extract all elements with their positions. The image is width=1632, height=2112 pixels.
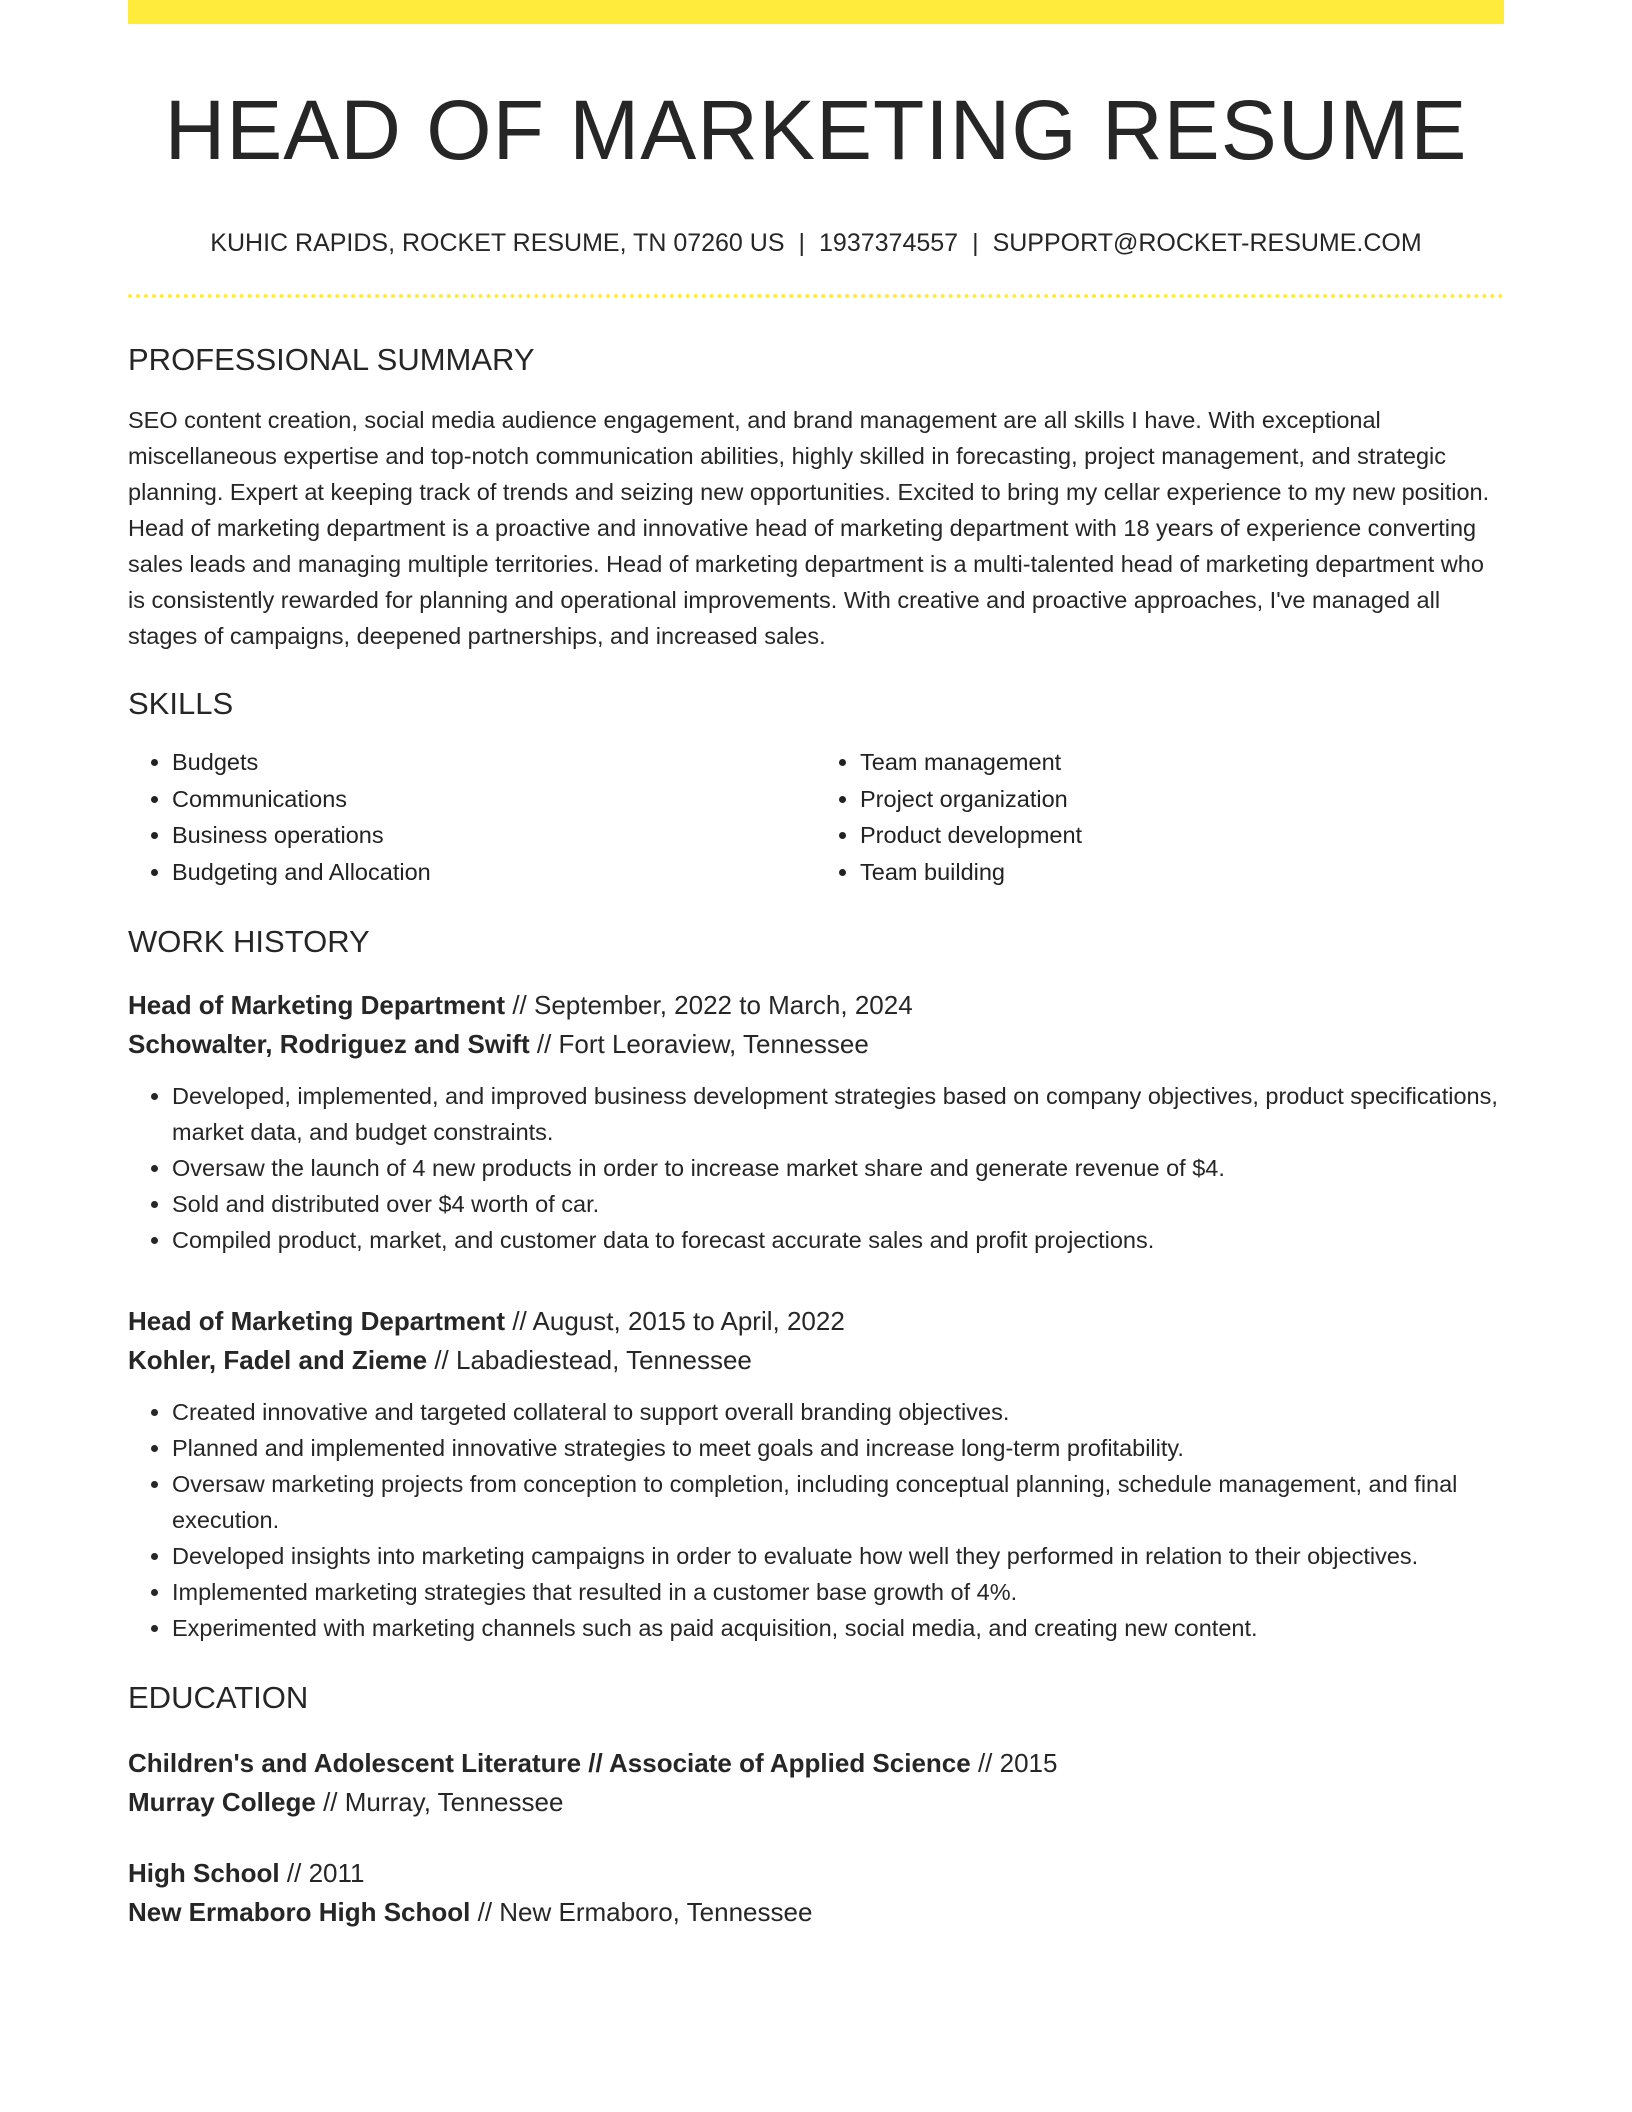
job-entry [128,986,1504,1258]
skill-item: • Team building [860,854,1504,891]
section-title-summary: PROFESSIONAL SUMMARY [128,342,535,377]
section-title-education: EDUCATION [128,1680,309,1715]
job-bullet: • Planned and implemented innovative strategies to meet goals and increase long-term profitability. [172,1430,1504,1466]
job-company: Schowalter, Rodriguez and Swift [128,1029,530,1059]
resume-title: HEAD OF MARKETING RESUME [164,83,1468,177]
job-role-line [128,986,1504,1025]
job-company: Kohler, Fadel and Zieme [128,1345,428,1375]
job-bullet: • Oversaw the launch of 4 new products in order to increase market share and generate revenue of $4. [172,1150,1504,1186]
job-bullet: • Developed, implemented, and improved business development strategies based on company objectives, product specifications, market data, and budget constraints. [172,1078,1504,1150]
job-role: Head of Marketing Department [128,1306,506,1336]
contact-email: SUPPORT@ROCKET-RESUME.COM [992,229,1422,257]
skill-item: • Project organization [860,781,1504,818]
skill-item: • Budgeting and Allocation [172,854,816,891]
job-bullet: • Developed insights into marketing campaigns in order to evaluate how well they performed in relation to their objectives. [172,1538,1504,1574]
job-bullet: • Oversaw marketing projects from conception to completion, including conceptual planning, schedule management, and final execution. [172,1466,1504,1538]
skills-grid [128,744,1504,890]
job-bullets [128,1078,1504,1258]
education-entry [128,1744,1504,1822]
contact-separator: | [972,229,979,257]
education-degree-line [128,1744,1504,1783]
summary-text: SEO content creation, social media audience engagement, and brand management are all skills I have. With exceptional miscellaneous expertise and top-notch communication abilities, highly skilled in forecasting, project management, and strategic planning. Expert at keeping track of trends and seizing new opportunities. Excited to bring my cellar experience to my new position. Head of marketing department is a proactive and innovative head of marketing department with 18 years of experience converting sales leads and managing multiple territories. Head of marketing department is a multi-talented head of marketing department who is consistently rewarded for planning and operational improvements. With creative and proactive approaches, I've managed all stages of campaigns, deepened partnerships, and increased sales. [128,407,1490,649]
job-location: // Fort Leoraview, Tennessee [536,1029,869,1059]
skill-item: • Product development [860,817,1504,854]
section-title-work-history: WORK HISTORY [128,924,370,959]
skills-column-right [816,744,1504,890]
education-degree: High School [128,1858,280,1888]
education-school-line [128,1783,1504,1822]
education-year: // 2015 [977,1748,1058,1778]
section-title-skills: SKILLS [128,686,234,721]
dotted-divider [128,294,1504,298]
job-bullet: • Sold and distributed over $4 worth of car. [172,1186,1504,1222]
skill-item: • Business operations [172,817,816,854]
job-bullet: • Created innovative and targeted collateral to support overall branding objectives. [172,1394,1504,1430]
job-bullet: • Experimented with marketing channels such as paid acquisition, social media, and creating new content. [172,1610,1504,1646]
job-dates: // September, 2022 to March, 2024 [512,990,913,1020]
skill-item: • Team management [860,744,1504,781]
education-school: New Ermaboro High School [128,1897,471,1927]
job-bullet: • Implemented marketing strategies that resulted in a customer base growth of 4%. [172,1574,1504,1610]
education-degree: Children's and Adolescent Literature // Associate of Applied Science [128,1748,971,1778]
contact-phone: 1937374557 [819,229,959,257]
skill-item: • Communications [172,781,816,818]
job-company-line [128,1341,1504,1380]
job-bullets [128,1394,1504,1646]
contact-line [128,226,1504,260]
contact-address: KUHIC RAPIDS, ROCKET RESUME, TN 07260 US [210,229,785,257]
job-role: Head of Marketing Department [128,990,506,1020]
job-location: // Labadiestead, Tennessee [434,1345,752,1375]
education-location: // Murray, Tennessee [323,1787,564,1817]
education-school-line [128,1893,1504,1932]
education-location: // New Ermaboro, Tennessee [477,1897,813,1927]
education-school: Murray College [128,1787,316,1817]
job-dates: // August, 2015 to April, 2022 [512,1306,845,1336]
resume-content [128,0,1504,1932]
job-bullet: • Compiled product, market, and customer data to forecast accurate sales and profit projections. [172,1222,1504,1258]
skill-item: • Budgets [172,744,816,781]
education-degree-line [128,1854,1504,1893]
skills-column-left [128,744,816,890]
contact-separator: | [798,229,806,257]
job-company-line [128,1025,1504,1064]
education-year: // 2011 [286,1858,365,1888]
education-entry [128,1854,1504,1932]
job-role-line [128,1302,1504,1341]
job-entry [128,1302,1504,1646]
